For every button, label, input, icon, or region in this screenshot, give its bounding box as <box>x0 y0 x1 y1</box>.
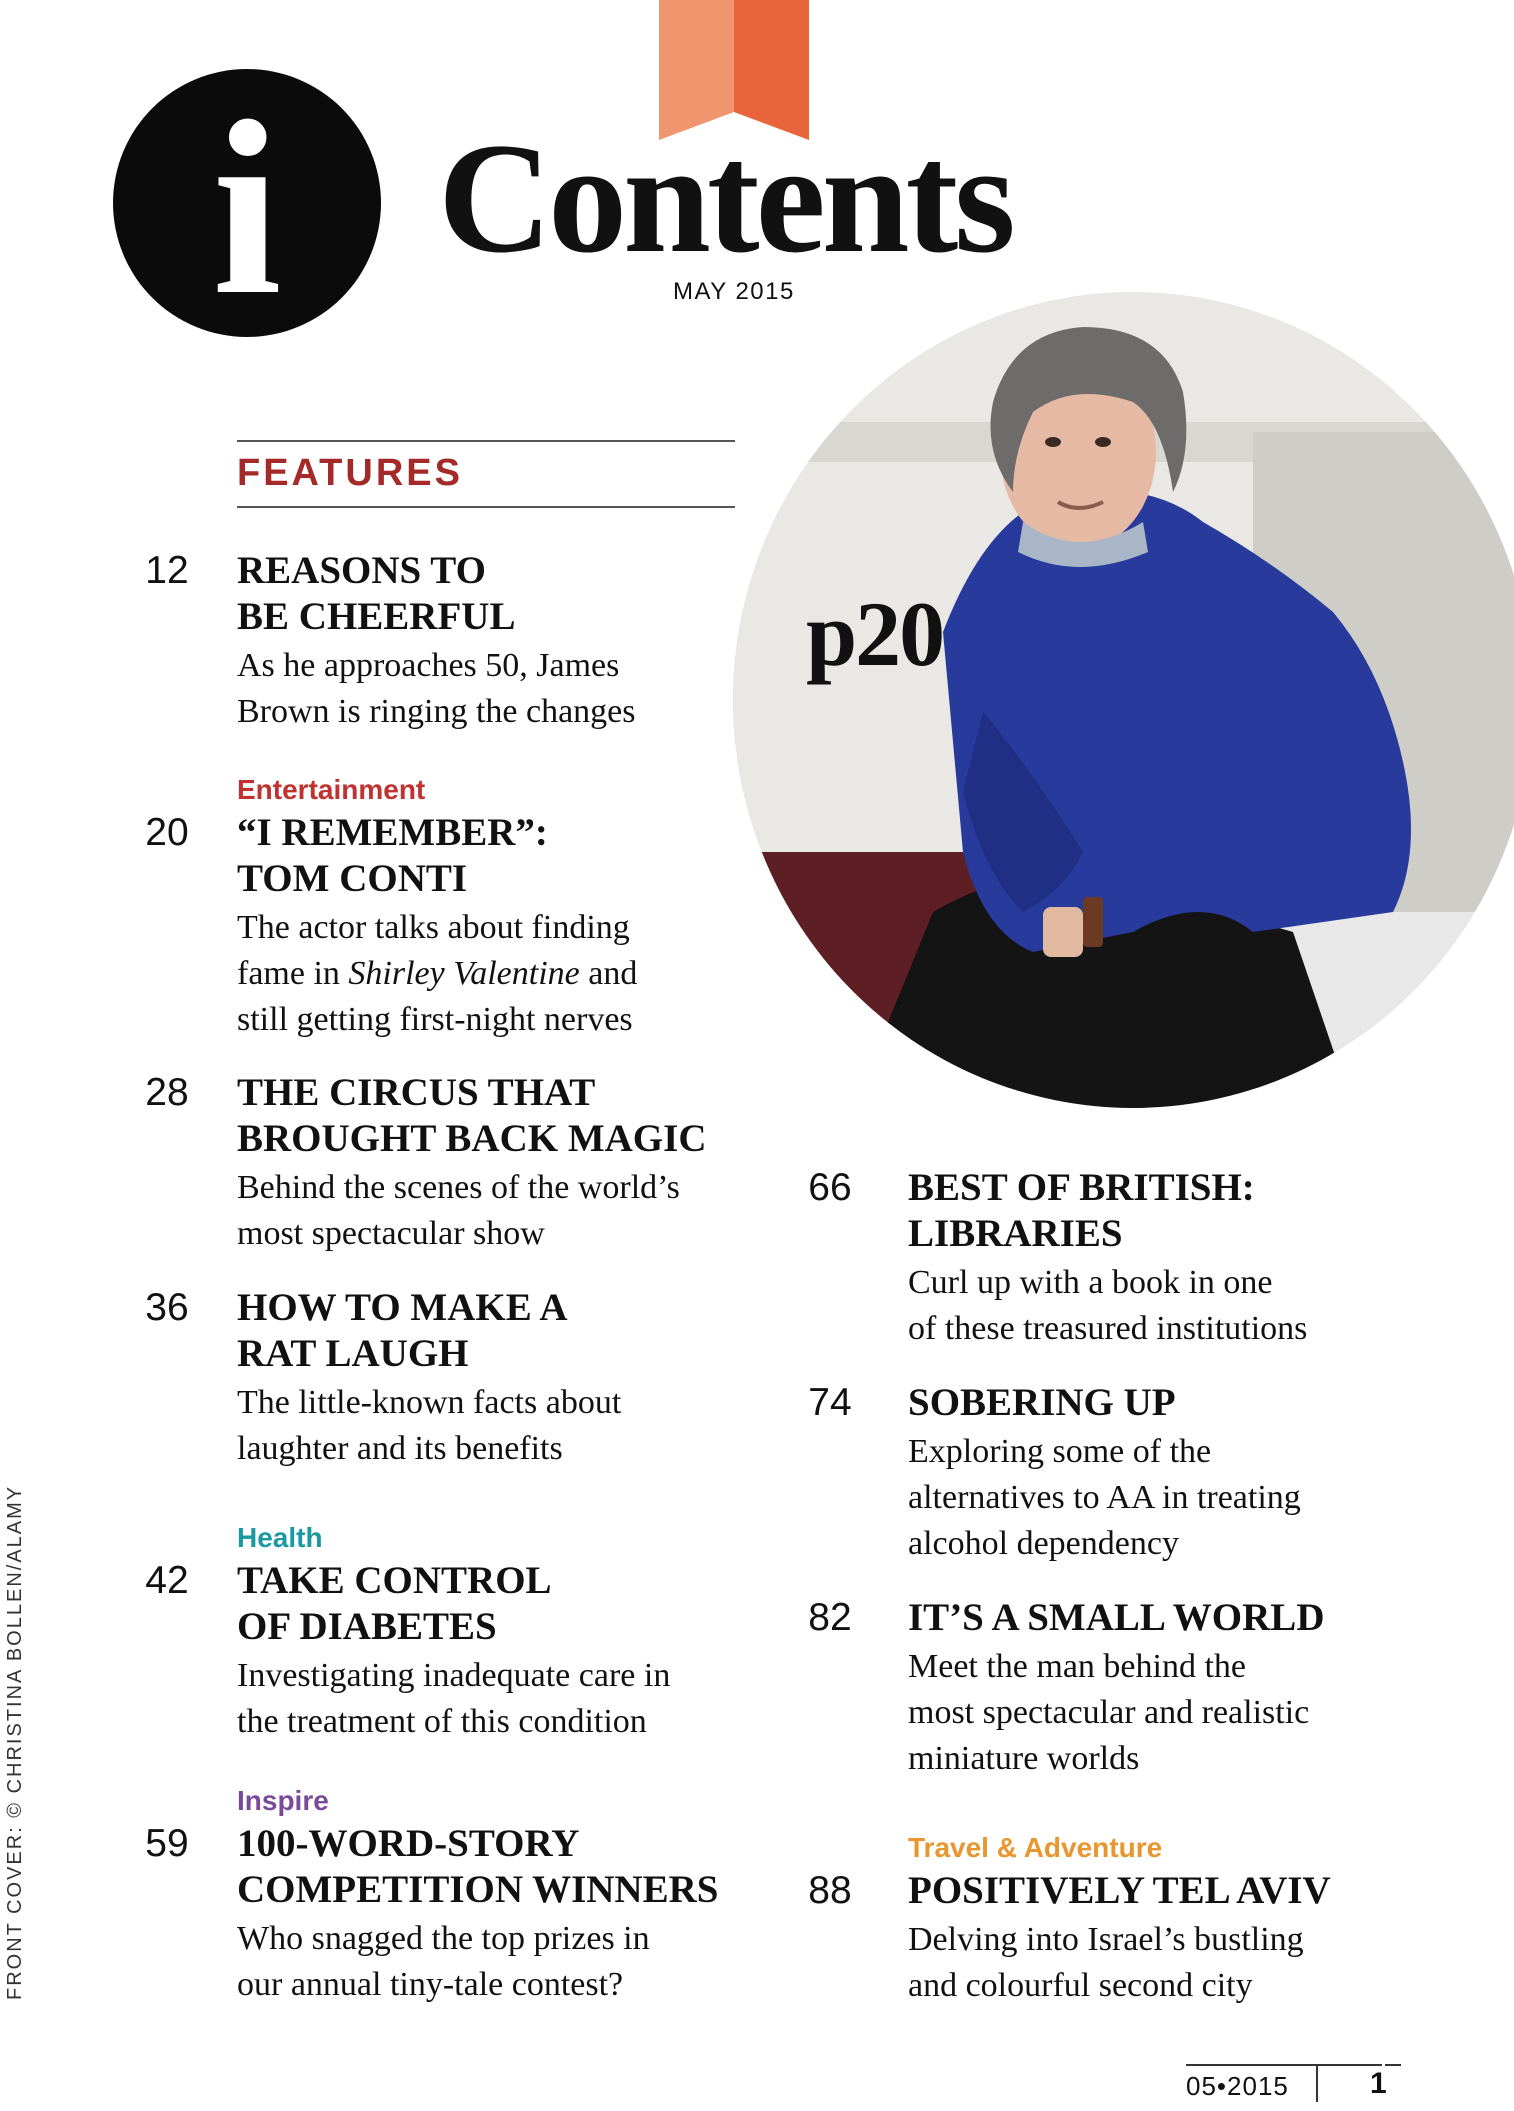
description-line: Exploring some of the <box>908 1433 1212 1470</box>
contents-item-20[interactable] <box>145 774 747 1043</box>
description <box>908 1644 1408 1782</box>
logo-letter: i <box>212 70 282 347</box>
description-line: most spectacular and realistic <box>908 1694 1310 1731</box>
description-title: Shirley Valentine <box>348 955 580 992</box>
description-line: The little-known facts about <box>237 1384 622 1421</box>
page-number: 74 <box>808 1381 852 1424</box>
contents-item-66[interactable] <box>808 1165 1408 1352</box>
description <box>237 1380 747 1472</box>
headline-line: IT’S A SMALL WORLD <box>908 1596 1325 1639</box>
description-line: still getting first-night nerves <box>237 1001 633 1038</box>
description-line: laughter and its benefits <box>237 1430 563 1467</box>
description-line <box>237 951 747 997</box>
headline-line: TAKE CONTROL <box>237 1559 552 1602</box>
description <box>237 905 747 1043</box>
footer-date: 05•2015 <box>1186 2071 1289 2101</box>
description-line: of these treasured institutions <box>908 1310 1308 1347</box>
page-number: 66 <box>808 1166 852 1209</box>
description-line: The actor talks about finding <box>237 909 630 946</box>
photo-illustration <box>733 292 1514 1108</box>
category-label: Health <box>237 1522 323 1553</box>
description-line: Behind the scenes of the world’s <box>237 1169 680 1206</box>
headline-line: POSITIVELY TEL AVIV <box>908 1869 1331 1912</box>
description-line: and colourful second city <box>908 1967 1253 2004</box>
description-text: and <box>588 955 638 992</box>
description-line: Investigating inadequate care in <box>237 1657 671 1694</box>
page-number: 28 <box>145 1071 189 1114</box>
description-line: Curl up with a book in one <box>908 1264 1273 1301</box>
description-line: miniature worlds <box>908 1740 1140 1777</box>
contents-item-82[interactable] <box>808 1595 1408 1782</box>
headline-line: 100-WORD-STORY <box>237 1822 580 1865</box>
contents-item-42[interactable] <box>145 1522 747 1745</box>
category-label: Inspire <box>237 1785 329 1816</box>
section-rule-bottom <box>237 506 735 508</box>
headline-line: BROUGHT BACK MAGIC <box>237 1117 707 1160</box>
description <box>237 1653 747 1745</box>
headline-line: LIBRARIES <box>908 1212 1123 1255</box>
contents-item-74[interactable] <box>808 1380 1408 1567</box>
description-line: the treatment of this condition <box>237 1703 647 1740</box>
description-line: As he approaches 50, James <box>237 647 620 684</box>
headline-line: “I REMEMBER”: <box>237 811 548 854</box>
headline-line: REASONS TO <box>237 549 486 592</box>
description-line: alcohol dependency <box>908 1525 1179 1562</box>
contents-item-36[interactable] <box>145 1285 747 1472</box>
contents-item-28[interactable] <box>145 1070 747 1257</box>
section-rule-top <box>237 440 735 442</box>
contents-item-59[interactable] <box>145 1785 747 2008</box>
headline-line: BE CHEERFUL <box>237 595 516 638</box>
description <box>908 1429 1408 1567</box>
logo-circle <box>113 69 381 347</box>
headline-line: OF DIABETES <box>237 1605 497 1648</box>
contents-item-12[interactable] <box>145 548 747 735</box>
page-number: 36 <box>145 1286 189 1329</box>
description <box>237 1165 747 1257</box>
description-line: most spectacular show <box>237 1215 545 1252</box>
category-label: Travel & Adventure <box>908 1832 1163 1863</box>
headline-line: THE CIRCUS THAT <box>237 1071 596 1114</box>
headline-line: COMPETITION WINNERS <box>237 1868 719 1911</box>
description <box>237 643 747 735</box>
page-number: 88 <box>808 1869 852 1912</box>
page-number: 12 <box>145 549 189 592</box>
headline-line: HOW TO MAKE A <box>237 1286 568 1329</box>
page-number-footer: 1 <box>1370 2067 1387 2100</box>
description <box>908 1260 1408 1352</box>
footer-divider <box>1316 2064 1318 2102</box>
footer-rule <box>1186 2064 1382 2066</box>
description-text: fame in <box>237 955 340 992</box>
description <box>237 1916 747 2008</box>
description-line: our annual tiny-tale contest? <box>237 1966 624 2003</box>
page-title: Contents <box>438 111 1012 286</box>
headline-line: RAT LAUGH <box>237 1332 469 1375</box>
description-line: alternatives to AA in treating <box>908 1479 1301 1516</box>
page-number: 82 <box>808 1596 852 1639</box>
section-label-features: FEATURES <box>237 452 463 494</box>
description-line: Brown is ringing the changes <box>237 693 636 730</box>
page-number: 20 <box>145 811 189 854</box>
description-line: Who snagged the top prizes in <box>237 1920 650 1957</box>
description <box>908 1917 1408 2009</box>
headline-line: TOM CONTI <box>237 857 468 900</box>
feature-photo[interactable] <box>733 292 1514 1108</box>
category-label: Entertainment <box>237 774 426 805</box>
page-number: 59 <box>145 1822 189 1865</box>
photo-page-label: p20 <box>806 583 944 685</box>
description-line: Delving into Israel’s bustling <box>908 1921 1304 1958</box>
issue-date: MAY 2015 <box>673 278 795 305</box>
page-number: 42 <box>145 1559 189 1602</box>
contents-item-88[interactable] <box>808 1832 1408 2009</box>
photo-credit: FRONT COVER: © CHRISTINA BOLLEN/ALAMY <box>4 1484 26 2000</box>
description-line: Meet the man behind the <box>908 1648 1247 1685</box>
footer-rule-end <box>1385 2064 1401 2066</box>
headline-line: BEST OF BRITISH: <box>908 1166 1255 1209</box>
headline-line: SOBERING UP <box>908 1381 1176 1424</box>
